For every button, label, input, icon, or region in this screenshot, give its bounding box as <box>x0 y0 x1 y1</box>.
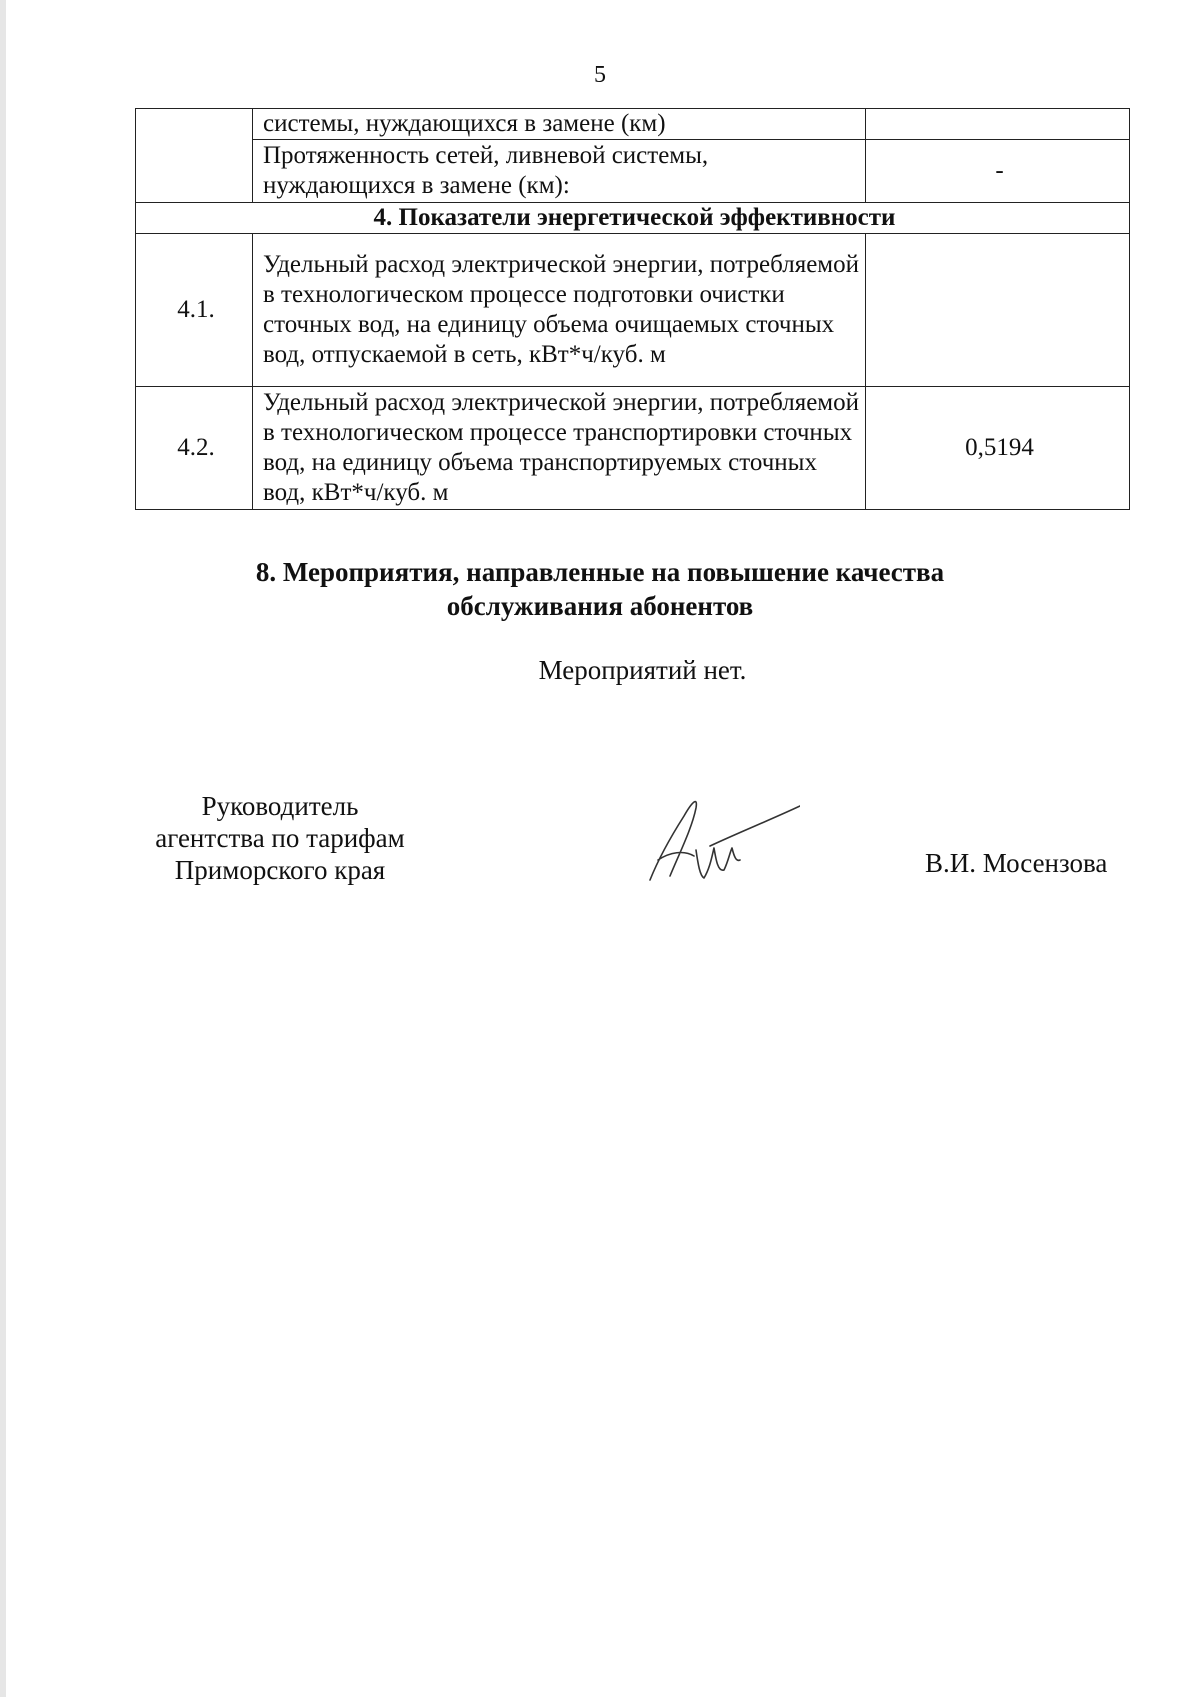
description-cell: Удельный расход электрической энергии, потребляемой в технологическом процессе транспортировки сточных вод, на единицу объема транспортируемых сточных вод, кВт*ч/куб. м <box>253 387 866 510</box>
description-cell: Протяженность сетей, ливневой системы, нуждающихся в замене (км): <box>253 140 866 203</box>
section-8-heading-line: 8. Мероприятия, направленные на повышение качества <box>255 557 945 587</box>
signer-title-line: Приморского края <box>174 855 386 885</box>
section-title: 4. Показатели энергетической эффективности <box>136 203 1130 234</box>
signer-title-line: агентства по тарифам <box>155 823 405 853</box>
value-cell <box>866 109 1130 140</box>
row-number-cell <box>136 109 253 203</box>
scan-edge <box>0 0 6 1697</box>
table-row <box>136 109 1130 140</box>
table-row <box>136 387 1130 510</box>
table-row <box>136 140 1130 203</box>
value-cell: 0,5194 <box>866 387 1130 510</box>
handwritten-signature <box>640 790 800 890</box>
section-8-heading-line: обслуживания абонентов <box>446 591 754 621</box>
signer-title <box>130 790 430 886</box>
value-cell: - <box>866 140 1130 203</box>
section-8-text: Мероприятий нет. <box>538 655 747 685</box>
signer-title-line: Руководитель <box>201 791 359 821</box>
description-cell: системы, нуждающихся в замене (км) <box>253 109 866 140</box>
description-cell: Удельный расход электрической энергии, потребляемой в технологическом процессе подготовки очистки сточных вод, на единицу объема очищаемых сточных вод, отпускаемой в сеть, кВт*ч/куб. м <box>253 234 866 387</box>
page-number: 5 <box>594 62 606 88</box>
section-8-heading <box>0 555 1200 623</box>
table-row <box>136 234 1130 387</box>
section-header-row <box>136 203 1130 234</box>
value-cell <box>866 234 1130 387</box>
row-number-cell: 4.2. <box>136 387 253 510</box>
row-number-cell: 4.1. <box>136 234 253 387</box>
indicators-table <box>135 108 1130 510</box>
signer-name: В.И. Мосензова <box>925 848 1108 878</box>
